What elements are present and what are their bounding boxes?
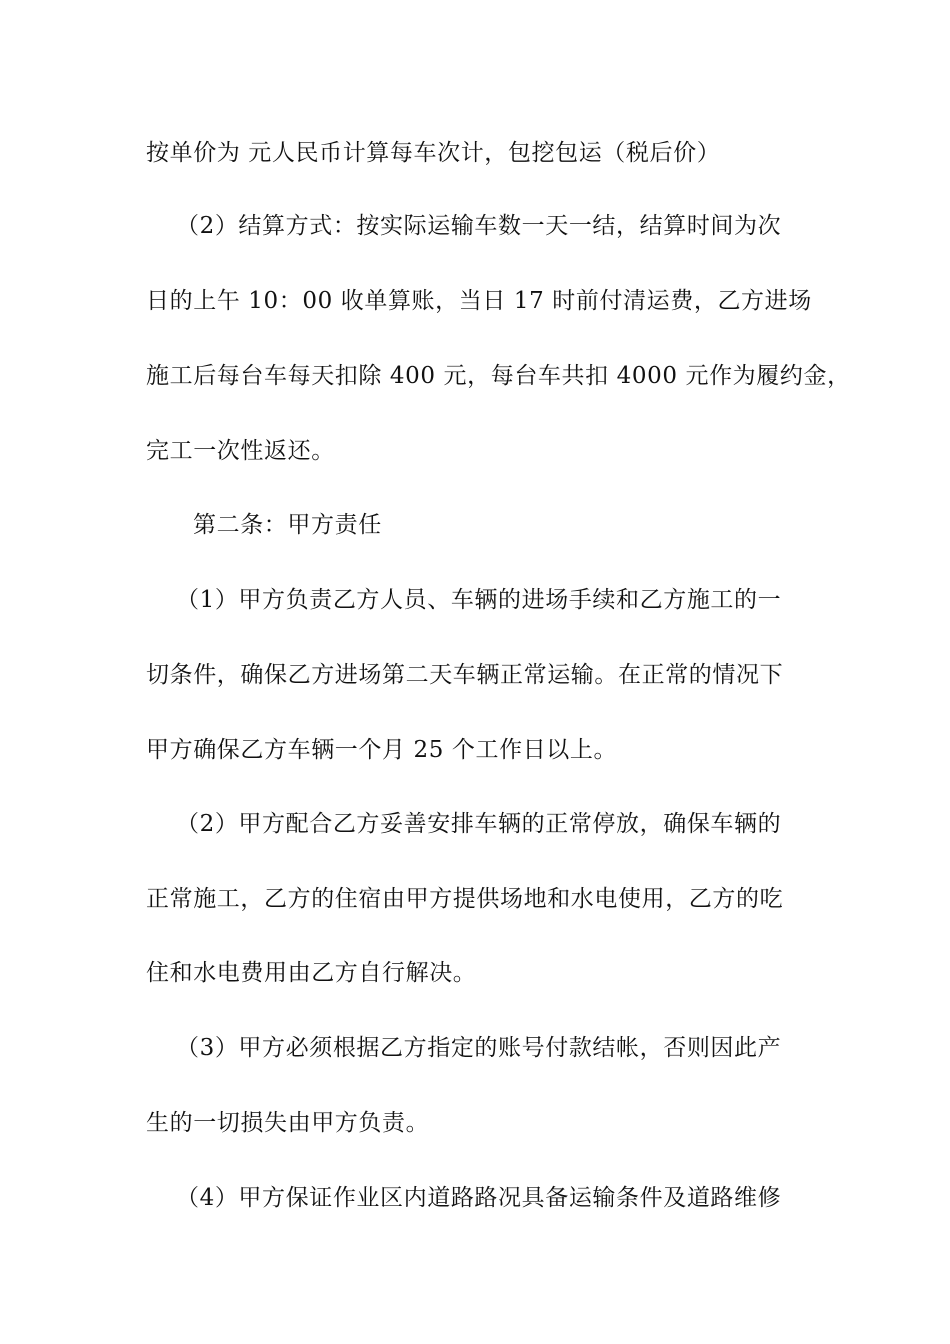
- text-line-13: （3）甲方必须根据乙方指定的账号付款结帐，否则因此产: [176, 1035, 782, 1061]
- text-line-10: （2）甲方配合乙方妥善安排车辆的正常停放，确保车辆的: [176, 811, 782, 837]
- text-line-5: 完工一次性返还。: [146, 438, 335, 464]
- text-line-11: 正常施工，乙方的住宿由甲方提供场地和水电使用，乙方的吃: [146, 886, 784, 912]
- text-line-7: （1）甲方负责乙方人员、车辆的进场手续和乙方施工的一: [176, 587, 782, 613]
- text-line-3: 日的上午 10：00 收单算账，当日 17 时前付清运费，乙方进场: [146, 288, 812, 314]
- text-line-1: 按单价为 元人民币计算每车次计，包挖包运（税后价）: [146, 140, 721, 166]
- text-line-12: 住和水电费用由乙方自行解决。: [146, 960, 477, 986]
- text-line-14: 生的一切损失由甲方负责。: [146, 1110, 430, 1136]
- section-heading: 第二条：甲方责任: [193, 512, 382, 538]
- text-line-9: 甲方确保乙方车辆一个月 25 个工作日以上。: [146, 737, 618, 763]
- text-line-2: （2）结算方式：按实际运输车数一天一结，结算时间为次: [176, 213, 782, 239]
- text-line-8: 切条件，确保乙方进场第二天车辆正常运输。在正常的情况下: [146, 662, 784, 688]
- text-line-4: 施工后每台车每天扣除 400 元，每台车共扣 4000 元作为履约金，: [146, 363, 851, 389]
- text-line-15: （4）甲方保证作业区内道路路况具备运输条件及道路维修: [176, 1185, 782, 1211]
